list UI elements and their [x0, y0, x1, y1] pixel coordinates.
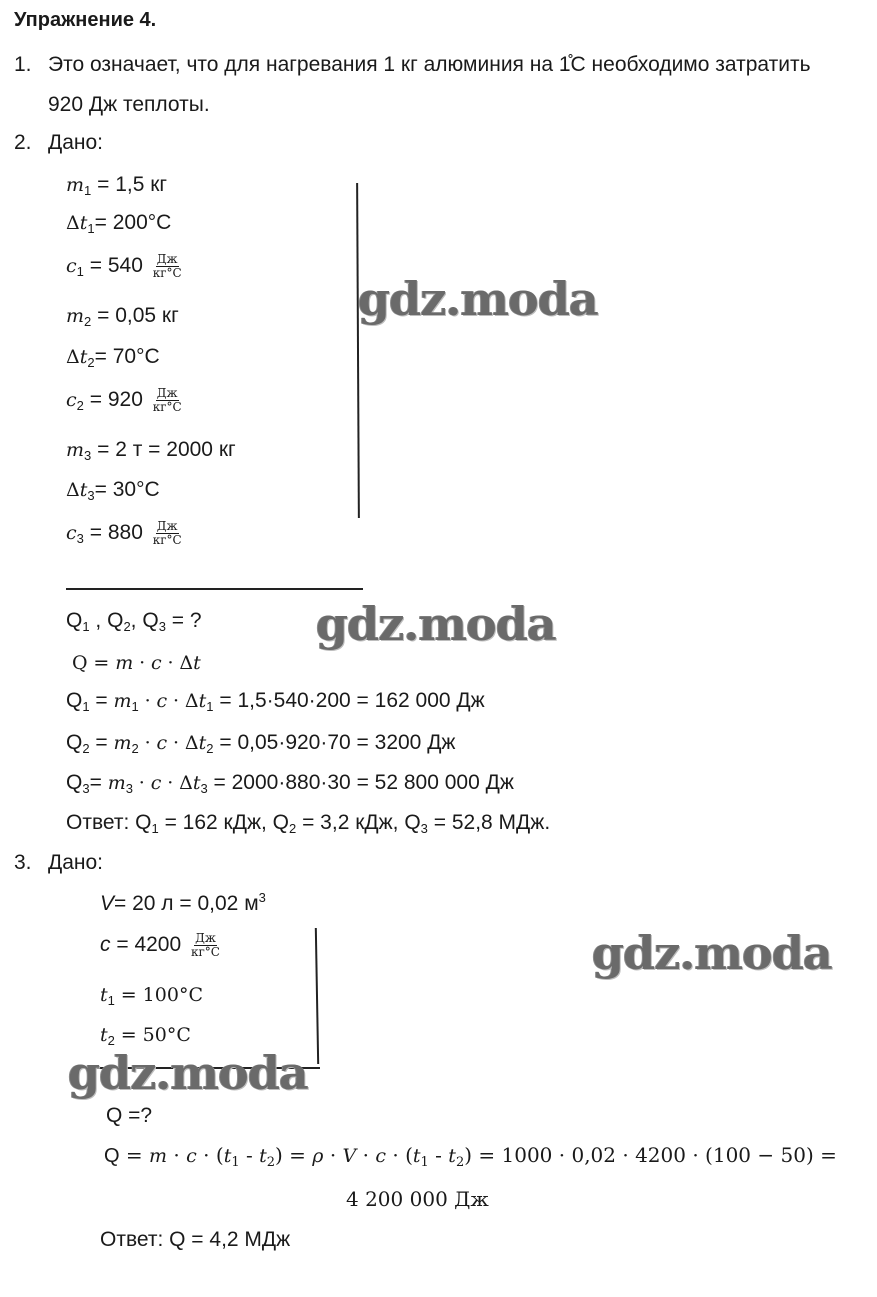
watermark: gdz.moda — [358, 272, 598, 326]
given-c2: $c_2 = 920$ $\frac{Дж}{кг^\circ С}$ — [66, 386, 182, 415]
item-1-number: 1. — [14, 53, 32, 76]
unit-fraction: $\frac{Дж}{кг^\circ С}$ — [152, 252, 182, 281]
q2-calculation: $Q_2 = m_2 \cdot c \cdot \Delta t_2 = 0,05\cdot 920\cdot 70 = 3200$ Дж — [66, 731, 456, 756]
given-dt1: $\Delta t_1= 200^\circ С$ — [66, 211, 172, 236]
exercise-title: Упражнение 4. — [14, 9, 157, 31]
item-3-number: 3. — [14, 851, 32, 874]
given-divider-vertical-3 — [315, 928, 319, 1064]
given-t2: $t_2 = 50^\circ С$ — [100, 1024, 191, 1048]
given-heat-capacity: c = 4200 $\frac{Дж}{кг^\circ С}$ — [100, 931, 220, 960]
unit-fraction: $\frac{Дж}{кг^\circ С}$ — [191, 931, 220, 960]
watermark: gdz.moda — [316, 597, 556, 651]
general-formula: Q = m · c · Δt — [72, 652, 201, 674]
item-1-line-1: Это означает, что для нагревания 1 кг алюминия на 1̊С необходимо затратить — [48, 53, 811, 76]
watermark: gdz.moda — [68, 1046, 308, 1100]
given-c3: $c_3 = 880$ $\frac{Дж}{кг^\circ С}$ — [66, 519, 182, 548]
item-2-given-label: Дано: — [48, 131, 104, 154]
given-t1: $t_1 = 100^\circ С$ — [100, 984, 203, 1008]
given-divider-vertical — [356, 183, 359, 518]
find-line: $Q_1$ , $Q_2$, $Q_3$ = ? — [66, 609, 202, 634]
item-1-line-2: 920 Дж теплоты. — [48, 93, 210, 116]
given-dt3: $\Delta t_3= 30^\circ С$ — [66, 478, 160, 503]
q1-calculation: $Q_1 = m_1 \cdot c \cdot \Delta t_1 = 1,5\cdot 540\cdot 200 = 162$ 000 Дж — [66, 689, 485, 714]
unit-fraction: $\frac{Дж}{кг^\circ С}$ — [152, 386, 182, 415]
given-volume: V= 20 л = 0,02 $м^3$ — [100, 890, 266, 915]
unit-fraction: $\frac{Дж}{кг^\circ С}$ — [152, 519, 182, 548]
find-line-3: Q =? — [106, 1104, 153, 1127]
item-2-answer: Ответ: $Q_1 = 162$ кДж, $Q_2 = 3,2$ кДж, $Q_3 = 52,8$ МДж. — [66, 811, 551, 836]
q3-calculation: $Q_3= m_3 \cdot c \cdot \Delta t_3 = 2000\cdot 880\cdot 30 = 52$ 800 000 Дж — [66, 771, 514, 796]
given-m1: $m_1 = 1,5$ кг — [66, 173, 168, 198]
item-2-number: 2. — [14, 131, 32, 154]
item-3-formula: $Q = m \cdot c \cdot (t_1 - t_2) = \rho \cdot V \cdot c \cdot (t_1 - t_2) = 1000 \cdot 0,02 \cdot 4200 \cdot (100 - 50)$ = — [104, 1143, 837, 1170]
given-dt2: $\Delta t_2= 70^\circ С$ — [66, 345, 160, 370]
item-3-given-label: Дано: — [48, 851, 104, 874]
watermark: gdz.moda — [592, 926, 832, 980]
given-m3: $m_3 = 2$ т = 2000 кг — [66, 438, 236, 463]
item-3-answer: Ответ: Q = 4,2 МДж — [100, 1228, 291, 1251]
item-3-result: 4 200 000 Дж — [346, 1187, 489, 1211]
given-divider-horizontal — [66, 588, 363, 590]
given-m2: $m_2 = 0,05$ кг — [66, 304, 179, 329]
given-c1: $c_1 = 540$ $\frac{Дж}{кг^\circ С}$ — [66, 252, 182, 281]
